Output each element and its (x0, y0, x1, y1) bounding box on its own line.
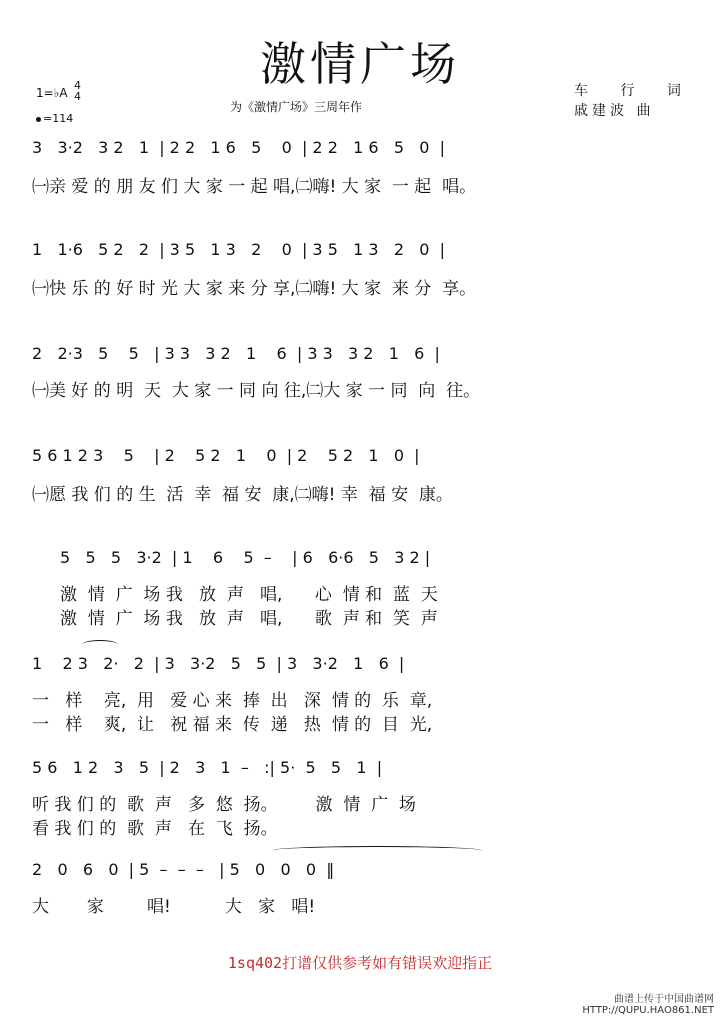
lyric-line: ㈠快 乐 的 好 时 光 大 家 来 分 享,㈡嗨! 大 家 来 分 享。 (32, 279, 477, 299)
notation-line: 5 5 5 3·2 | 1 6 5 – | 6 6·6 5 3 2 | (60, 548, 431, 567)
lyric-line: ㈠美 好 的 明 天 大 家 一 同 向 往,㈡大 家 一 同 向 往。 (32, 381, 481, 401)
key-text: 1=♭A (36, 86, 68, 100)
lyric-line: ㈠亲 爱 的 朋 友 们 大 家 一 起 唱,㈡嗨! 大 家 一 起 唱。 (32, 177, 477, 197)
lyric-line: 一 样 亮, 用 爱 心 来 捧 出 深 情 的 乐 章, (32, 691, 433, 711)
lyric-line: 激 情 广 场 我 放 声 唱, 歌 声 和 笑 声 (60, 609, 438, 629)
notation-line: 3 3·2 3 2 1 | 2 2 1 6 5 0 | 2 2 1 6 5 0 | (32, 138, 446, 157)
watermark (582, 994, 714, 1016)
key-signature (36, 79, 81, 103)
notation-line: 2 2·3 5 5 | 3 3 3 2 1 6 | 3 3 3 2 1 6 | (32, 344, 440, 363)
notation-line: 1 1·6 5 2 2 | 3 5 1 3 2 0 | 3 5 1 3 2 0 | (32, 240, 446, 259)
lyricist-credit: 车 行 词 (574, 83, 695, 99)
tempo-marking (36, 112, 73, 125)
lyric-line: 听 我 们 的 歌 声 多 悠 扬。 激 情 广 场 (32, 795, 416, 815)
watermark-url: HTTP://QUPU.HAO861.NET (582, 1005, 714, 1016)
notation-line: 5 6 1 2 3 5 | 2 3 1 – :| 5· 5 5 1 | (32, 758, 383, 777)
tie-mark (272, 846, 482, 855)
lyric-line: 激 情 广 场 我 放 声 唱, 心 情 和 蓝 天 (60, 585, 438, 605)
notation-line: 1 2 3 2· 2 | 3 3·2 5 5 | 3 3·2 1 6 | (32, 654, 405, 673)
song-title: 激情广场 (260, 37, 460, 91)
quarter-note-icon (36, 117, 41, 122)
time-top: 4 (74, 79, 81, 92)
lyric-line: 大 家 唱! 大 家 唱! (32, 897, 316, 917)
notation-line: 2 0 6 0 | 5 – – – | 5 0 0 0 ‖ (32, 860, 335, 879)
tempo-value: =114 (43, 112, 74, 125)
time-bottom: 4 (74, 90, 81, 103)
composer-credit: 戚建波 曲 (574, 103, 655, 119)
lyric-line: ㈠愿 我 们 的 生 活 幸 福 安 康,㈡嗨! 幸 福 安 康。 (32, 485, 453, 505)
subtitle: 为《激情广场》三周年作 (230, 100, 363, 114)
watermark-line: 曲谱上传于中国曲谱网 (614, 994, 714, 1005)
slur-mark (82, 640, 118, 649)
notation-line: 5 6 1 2 3 5 | 2 5 2 1 0 | 2 5 2 1 0 | (32, 446, 420, 465)
lyric-line: 看 我 们 的 歌 声 在 飞 扬。 (32, 819, 278, 839)
lyric-line: 一 样 爽, 让 祝 福 来 传 递 热 情 的 目 光, (32, 715, 433, 735)
time-signature (74, 80, 81, 102)
transcriber-note: 1sq402打谱仅供参考如有错误欢迎指正 (227, 954, 493, 972)
